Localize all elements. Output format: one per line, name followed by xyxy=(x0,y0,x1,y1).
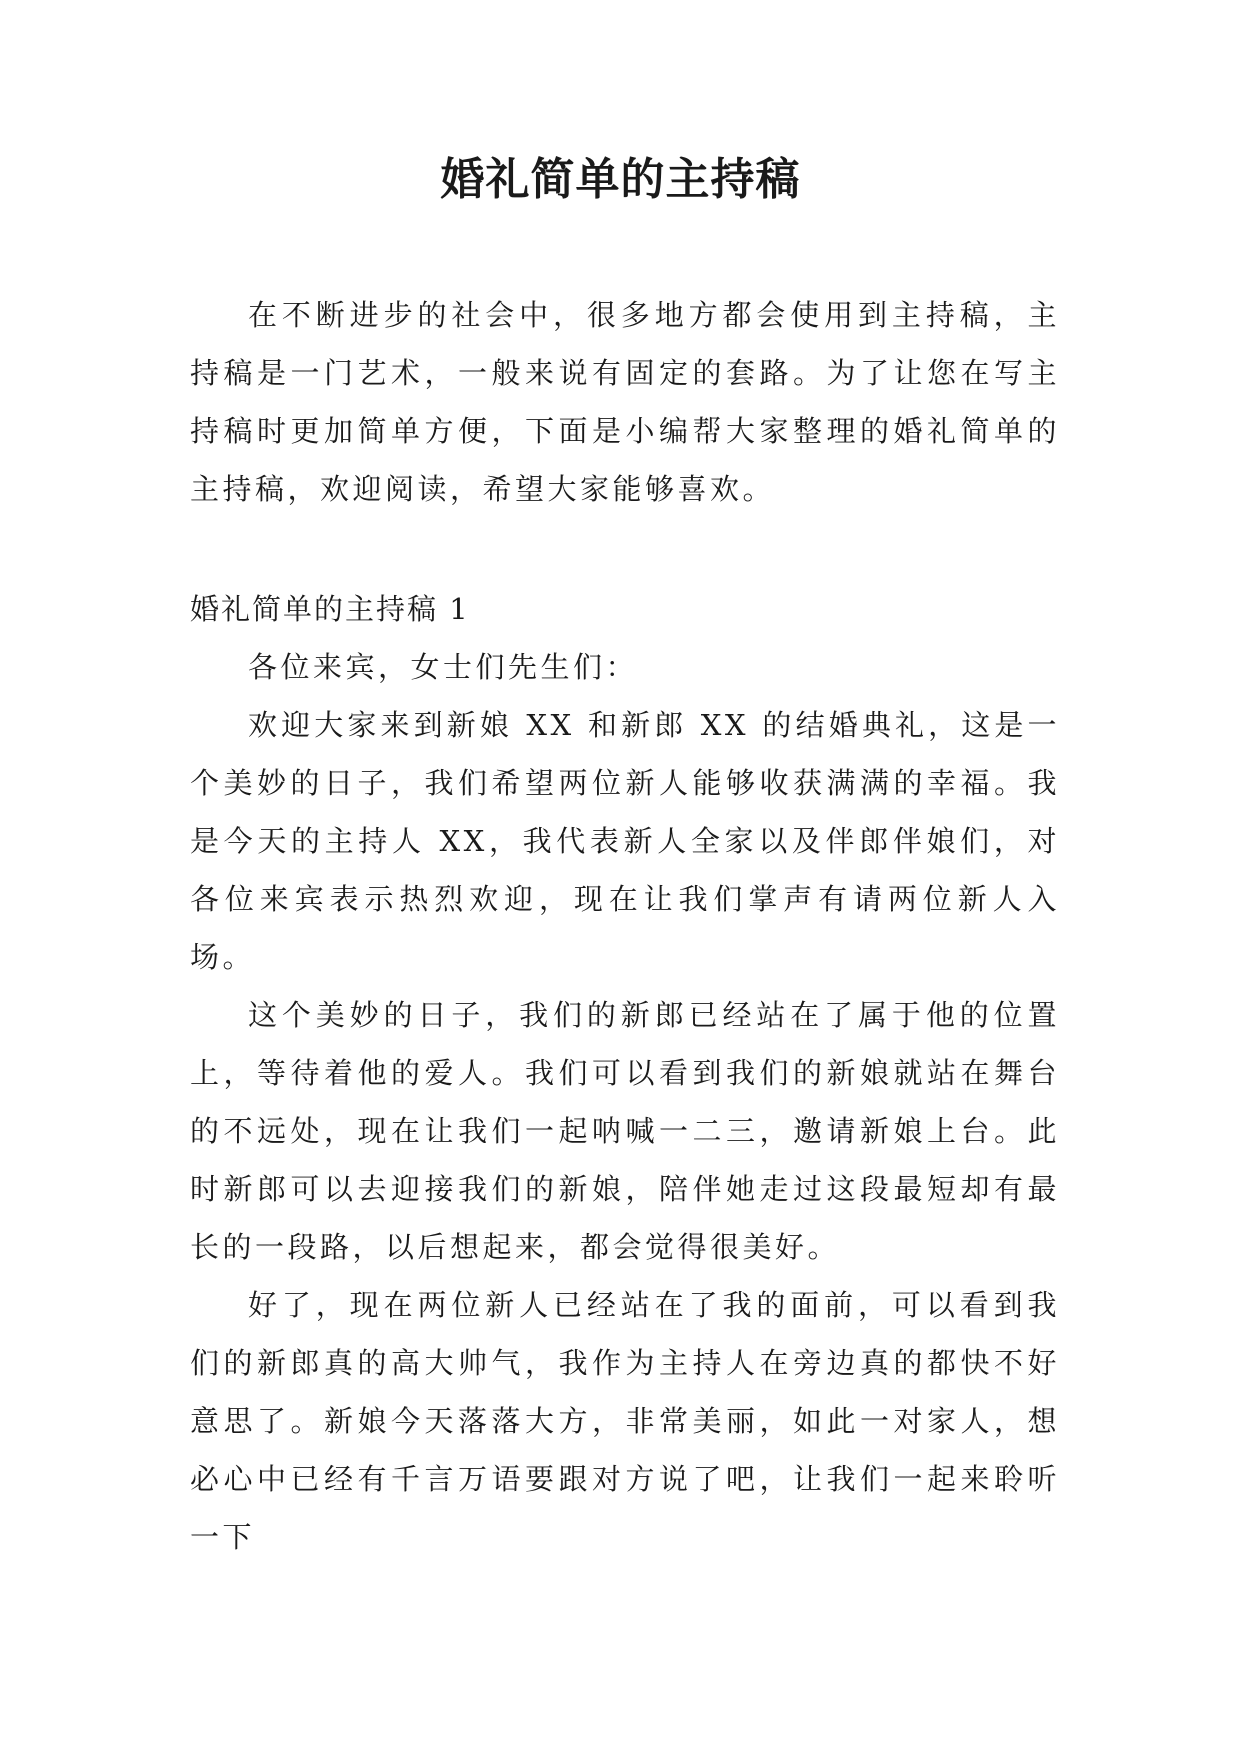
paragraph-couple-on-stage: 好了，现在两位新人已经站在了我的面前，可以看到我们的新郎真的高大帅气，我作为主持人在旁边真的都快不好意思了。新娘今天落落大方，非常美丽，如此一对家人，想必心中已经有千言万语要跟对方说了吧，让我们一起来聆听一下 xyxy=(190,1288,1060,1554)
intro-paragraph: 在不断进步的社会中，很多地方都会使用到主持稿，主持稿是一门艺术，一般来说有固定的套路。为了让您在写主持稿时更加简单方便，下面是小编帮大家整理的婚礼简单的主持稿，欢迎阅读，希望大家能够喜欢。 xyxy=(190,298,1060,506)
paragraph-welcome: 欢迎大家来到新娘 XX 和新郎 XX 的结婚典礼，这是一个美妙的日子，我们希望两位新人能够收获满满的幸福。我是今天的主持人 XX，我代表新人全家以及伴郎伴娘们，对各位来宾表示热烈欢迎，现在让我们掌声有请两位新人入场。 xyxy=(190,708,1060,974)
section-1 xyxy=(190,580,1060,1566)
paragraph-groom-waiting: 这个美妙的日子，我们的新郎已经站在了属于他的位置上，等待着他的爱人。我们可以看到我们的新娘就站在舞台的不远处，现在让我们一起呐喊一二三，邀请新娘上台。此时新郎可以去迎接我们的新娘，陪伴她走过这段最短却有最长的一段路，以后想起来，都会觉得很美好。 xyxy=(190,998,1060,1264)
paragraph-greeting: 各位来宾，女士们先生们： xyxy=(248,650,639,684)
section-heading: 婚礼简单的主持稿 1 xyxy=(190,592,470,626)
document-title: 婚礼简单的主持稿 xyxy=(440,154,801,205)
